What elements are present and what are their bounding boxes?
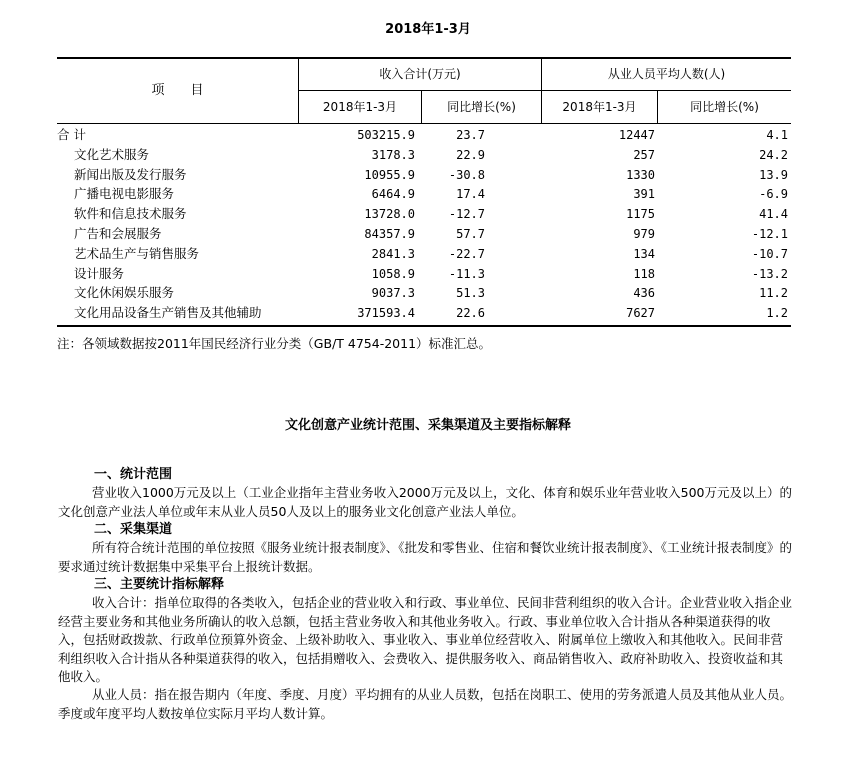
row-staff: 979 — [633, 227, 655, 241]
table-row — [57, 204, 791, 224]
row-name: 软件和信息技术服务 — [74, 206, 187, 222]
row-staff: 7627 — [626, 306, 655, 321]
header-bottom-rule — [57, 123, 791, 124]
table-row — [57, 264, 791, 284]
row-revenue: 1058.9 — [371, 266, 415, 281]
section-title: 文化创意产业统计范围、采集渠道及主要指标解释 — [284, 418, 571, 433]
table-row — [57, 125, 791, 145]
row-revenue: 3178.3 — [371, 147, 415, 162]
row-revenue-yoy: 51.3 — [456, 286, 485, 301]
row-name: 合 计 — [57, 127, 86, 142]
row-revenue-yoy: 17.4 — [456, 187, 485, 202]
row-revenue-yoy: -22.7 — [448, 246, 485, 261]
row-staff: 1175 — [626, 207, 655, 222]
row-staff-yoy: 41.4 — [759, 207, 788, 222]
row-staff-yoy: 11.2 — [759, 286, 788, 301]
table-row — [57, 184, 791, 204]
row-revenue: 2841.3 — [371, 246, 415, 261]
row-name: 广告和会展服务 — [74, 226, 162, 241]
table-note: 注：各领域数据按2011年国民经济行业分类（GB/T 4754-2011）标准汇总。 — [57, 336, 492, 351]
header-mid-rule — [298, 90, 791, 91]
row-revenue: 503215.9 — [357, 128, 415, 142]
row-staff: 134 — [633, 246, 655, 261]
heading-channels: 二、采集渠道 — [94, 522, 173, 537]
table-row — [57, 244, 791, 264]
row-name: 新闻出版及发行服务 — [74, 166, 187, 182]
row-staff: 257 — [633, 147, 655, 162]
row-staff-yoy: 13.9 — [759, 167, 788, 182]
table-row — [57, 303, 791, 323]
period-title: 2018年1-3月 — [385, 22, 471, 37]
row-staff: 1330 — [626, 167, 655, 182]
row-revenue-yoy: 22.9 — [456, 147, 485, 162]
paragraph-staff-definition: 从业人员：指在报告期内（年度、季度、月度）平均拥有的从业人员数，包括在岗职工、使用的劳务派遣人员及其他从业人员。季度或年度平均人数按单位实际月平均人数计算。 — [58, 687, 793, 721]
paragraph-scope: 营业收入1000万元及以上（工业企业指年主营业务收入2000万元及以上，文化、体育和娱乐业年营业收入500万元及以上）的文化创意产业法人单位或年末从业人员50人及以上的服务业文化创意产业法人单位。 — [58, 485, 792, 519]
row-revenue-yoy: -30.8 — [448, 167, 485, 182]
row-staff-yoy: -6.9 — [759, 187, 788, 202]
row-revenue-yoy: -12.7 — [448, 207, 485, 222]
paragraph-channels: 所有符合统计范围的单位按照《服务业统计报表制度》、《批发和零售业、住宿和餐饮业统计报表制度》、《工业统计报表制度》的要求通过统计数据集中采集平台上报统计数据。 — [58, 540, 793, 574]
row-revenue: 13728.0 — [364, 207, 415, 222]
row-revenue-yoy: 23.7 — [456, 128, 485, 142]
header-staff-period: 2018年1-3月 — [562, 100, 637, 114]
row-revenue-yoy: 22.6 — [456, 306, 485, 321]
row-name: 文化休闲娱乐服务 — [74, 285, 175, 301]
row-name: 艺术品生产与销售服务 — [74, 245, 200, 261]
table-row — [57, 165, 791, 185]
table-row — [57, 224, 791, 244]
row-staff-yoy: 4.1 — [766, 128, 788, 142]
heading-indicators: 三、主要统计指标解释 — [94, 577, 225, 592]
row-revenue-yoy: -11.3 — [448, 266, 485, 281]
header-staff-yoy: 同比增长(%) — [690, 100, 759, 114]
paragraph-revenue-definition: 收入合计：指单位取得的各类收入，包括企业的营业收入和行政、事业单位、民间非营利组织的收入合计。企业营业收入指企业经营主要业务和其他业务所确认的收入总额，包括主营业务收入和其他业务收入。行政、事业单位收入合计指从各种渠道获得的收入，包括财政拨款、行政单位预算外资金、上级补助收入、事业收入、事业单位经营收入、附属单位上缴收入和其他收入。民间非营利组织收入合计指从各种渠道获得的收入，包括捐赠收入、会费收入、提供服务收入、商品销售收入、政府补助收入、投资收益和其他收入。 — [58, 595, 793, 684]
heading-scope: 一、统计范围 — [94, 467, 173, 482]
row-staff: 12447 — [618, 128, 655, 142]
row-revenue: 10955.9 — [364, 167, 415, 182]
row-name: 设计服务 — [74, 265, 125, 281]
row-staff-yoy: -12.1 — [751, 227, 788, 241]
table-row — [57, 283, 791, 303]
row-staff-yoy: 24.2 — [759, 147, 788, 162]
row-staff-yoy: 1.2 — [766, 306, 788, 321]
header-item: 项 目 — [151, 83, 204, 98]
header-staff-group: 从业人员平均人数(人) — [607, 67, 726, 81]
header-revenue-period: 2018年1-3月 — [322, 100, 398, 114]
row-name: 文化艺术服务 — [74, 146, 150, 162]
table-bottom-rule — [57, 325, 791, 327]
row-revenue: 6464.9 — [371, 187, 415, 202]
row-revenue-yoy: 57.7 — [456, 227, 485, 241]
row-staff-yoy: -13.2 — [751, 266, 788, 281]
header-revenue-yoy: 同比增长(%) — [447, 100, 516, 114]
row-name: 广播电视电影服务 — [74, 186, 175, 202]
row-staff: 118 — [633, 266, 655, 281]
table-row — [57, 145, 791, 165]
row-revenue: 84357.9 — [364, 227, 415, 241]
row-revenue: 371593.4 — [357, 306, 415, 321]
row-staff: 436 — [633, 286, 655, 301]
row-staff-yoy: -10.7 — [751, 246, 788, 261]
row-staff: 391 — [633, 187, 655, 202]
table-top-rule — [57, 57, 791, 59]
row-revenue: 9037.3 — [371, 286, 415, 301]
row-name: 文化用品设备生产销售及其他辅助 — [74, 305, 262, 321]
header-revenue-group: 收入合计(万元) — [379, 67, 461, 81]
